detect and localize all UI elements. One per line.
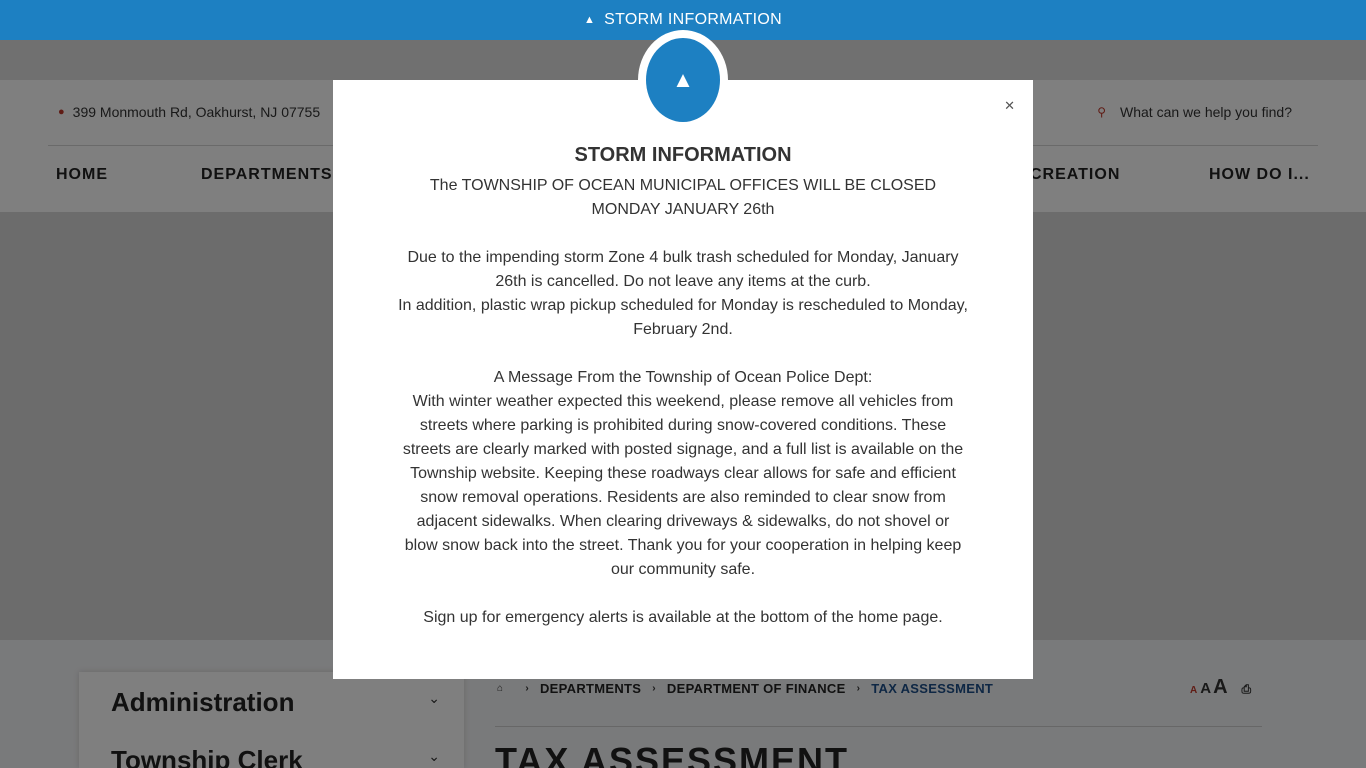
alert-modal — [333, 67, 1033, 679]
modal-badge — [638, 30, 728, 130]
modal-line: With winter weather expected this weekend, please remove all vehicles from streets where parking is prohibited during snow-covered conditions. These streets are clearly marked with posted signage, and a full list is available on the Township website. Keeping these roadways clear allows for safe and efficient snow removal operations. Residents are also reminded to clear snow from adjacent sidewalks. When clearing driveways & sidewalks, do not shovel or blow snow back into the street. Thank you for your cooperation in helping keep our community safe. — [402, 393, 964, 578]
alert-bar-label: STORM INFORMATION — [604, 11, 783, 28]
bullhorn-icon: ▲ — [646, 38, 720, 122]
modal-line: A Message From the Township of Ocean Police Dept: — [493, 369, 873, 386]
modal-line: In addition, plastic wrap pickup scheduled for Monday is rescheduled to Monday, February 2nd. — [398, 297, 968, 338]
modal-line — [398, 582, 968, 606]
modal-line: Due to the impending storm Zone 4 bulk trash scheduled for Monday, January 26th is cancelled. Do not leave any items at the curb. — [407, 249, 959, 290]
close-icon[interactable]: ✕ — [1004, 98, 1015, 113]
bullhorn-icon: ▲ — [583, 14, 596, 26]
modal-line — [398, 342, 968, 366]
modal-title: STORM INFORMATION — [574, 144, 792, 166]
modal-line: Sign up for emergency alerts is available at the bottom of the home page. — [423, 609, 943, 626]
modal-line: The TOWNSHIP OF OCEAN MUNICIPAL OFFICES WILL BE CLOSED MONDAY JANUARY 26th — [429, 177, 937, 218]
modal-line — [398, 222, 968, 246]
modal-body — [398, 174, 968, 630]
